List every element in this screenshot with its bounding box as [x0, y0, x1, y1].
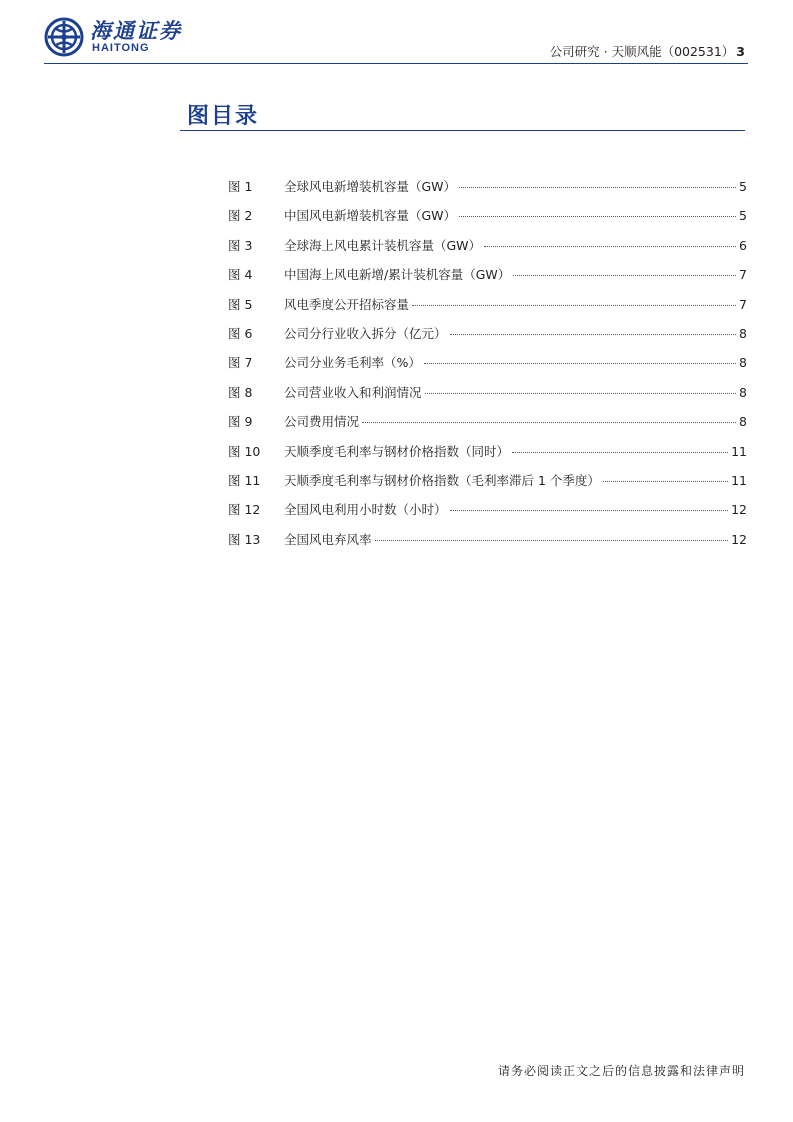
- toc-entry-title: 公司费用情况: [284, 414, 360, 430]
- toc-title-divider: [180, 130, 745, 131]
- toc-entry-page: 8: [739, 355, 747, 371]
- toc-entry-label: 图 5: [228, 296, 253, 312]
- toc-dot-leader: [459, 216, 736, 217]
- toc-entry-label: 图 6: [228, 325, 253, 341]
- figure-index-list: [228, 172, 747, 554]
- toc-entry-title: 全国风电利用小时数（小时）: [284, 502, 447, 518]
- header-divider: [44, 63, 748, 64]
- toc-entry-label: 图 7: [228, 355, 253, 371]
- toc-entry-page: 11: [731, 443, 747, 459]
- toc-entry-page: 5: [739, 179, 747, 194]
- toc-dot-leader: [459, 187, 736, 188]
- toc-entry[interactable]: [228, 407, 747, 436]
- toc-entry-page: 8: [739, 384, 747, 400]
- toc-dot-leader: [450, 334, 737, 335]
- toc-entry[interactable]: [228, 290, 747, 319]
- toc-entry-label: 图 11: [228, 472, 261, 488]
- toc-entry-page: 11: [731, 472, 747, 488]
- toc-entry-label: 图 10: [228, 443, 261, 459]
- toc-entry-label: 图 2: [228, 208, 253, 224]
- toc-entry-title: 天顺季度毛利率与钢材价格指数（毛利率滞后 1 个季度）: [284, 472, 600, 488]
- toc-dot-leader: [375, 540, 729, 541]
- toc-dot-leader: [603, 481, 728, 482]
- toc-entry-page: 7: [739, 267, 747, 283]
- toc-entry[interactable]: [228, 466, 747, 495]
- toc-entry-title: 中国海上风电新增/累计装机容量（GW）: [284, 267, 511, 283]
- page-number: 3: [736, 44, 745, 59]
- toc-dot-leader: [450, 510, 729, 511]
- toc-entry-page: 12: [731, 531, 747, 547]
- toc-dot-leader: [362, 422, 736, 423]
- toc-entry-title: 风电季度公开招标容量: [284, 296, 410, 312]
- page-header: [0, 0, 793, 70]
- toc-entry[interactable]: [228, 378, 747, 407]
- logo-english-name: HAITONG: [92, 42, 150, 54]
- toc-entry-label: 图 8: [228, 384, 253, 400]
- toc-dot-leader: [512, 452, 728, 453]
- toc-entry[interactable]: [228, 260, 747, 289]
- toc-entry[interactable]: [228, 172, 747, 201]
- toc-entry-title: 中国风电新增装机容量（GW）: [284, 208, 457, 224]
- toc-entry-page: 12: [731, 502, 747, 518]
- toc-entry[interactable]: [228, 525, 747, 554]
- haitong-emblem-icon: [44, 17, 84, 57]
- toc-dot-leader: [412, 305, 736, 306]
- toc-title: 图目录: [187, 104, 260, 129]
- toc-entry[interactable]: [228, 437, 747, 466]
- report-category-company: 公司研究 · 天顺风能（002531）: [549, 44, 735, 59]
- toc-entry-title: 全球风电新增装机容量（GW）: [284, 179, 457, 194]
- toc-entry-title: 公司营业收入和利润情况: [284, 384, 422, 400]
- haitong-logo: [44, 17, 182, 57]
- toc-entry-page: 8: [739, 414, 747, 430]
- toc-entry-page: 7: [739, 296, 747, 312]
- logo-chinese-name: 海通证券: [90, 18, 182, 43]
- toc-entry[interactable]: [228, 319, 747, 348]
- header-document-reference: [550, 42, 745, 60]
- toc-entry[interactable]: [228, 348, 747, 377]
- toc-entry[interactable]: [228, 201, 747, 230]
- toc-entry-label: 图 3: [228, 237, 253, 253]
- toc-entry-label: 图 13: [228, 531, 261, 547]
- toc-entry-title: 公司分业务毛利率（%）: [284, 355, 421, 371]
- toc-entry-label: 图 4: [228, 267, 253, 283]
- toc-entry-title: 公司分行业收入拆分（亿元）: [284, 325, 447, 341]
- toc-dot-leader: [424, 363, 736, 364]
- toc-dot-leader: [425, 393, 737, 394]
- toc-dot-leader: [513, 275, 736, 276]
- toc-entry-label: 图 9: [228, 414, 253, 430]
- toc-entry[interactable]: [228, 231, 747, 260]
- toc-entry-page: 6: [739, 237, 747, 253]
- toc-entry-title: 全国风电弃风率: [284, 531, 372, 547]
- toc-entry[interactable]: [228, 495, 747, 524]
- toc-entry-label: 图 1: [228, 179, 253, 194]
- toc-entry-label: 图 12: [228, 502, 261, 518]
- toc-entry-title: 天顺季度毛利率与钢材价格指数（同时）: [284, 443, 510, 459]
- toc-entry-page: 5: [739, 208, 747, 224]
- legal-disclaimer-footer: 请务必阅读正文之后的信息披露和法律声明: [497, 1064, 745, 1078]
- toc-entry-title: 全球海上风电累计装机容量（GW）: [284, 237, 482, 253]
- toc-dot-leader: [484, 246, 736, 247]
- toc-entry-page: 8: [739, 325, 747, 341]
